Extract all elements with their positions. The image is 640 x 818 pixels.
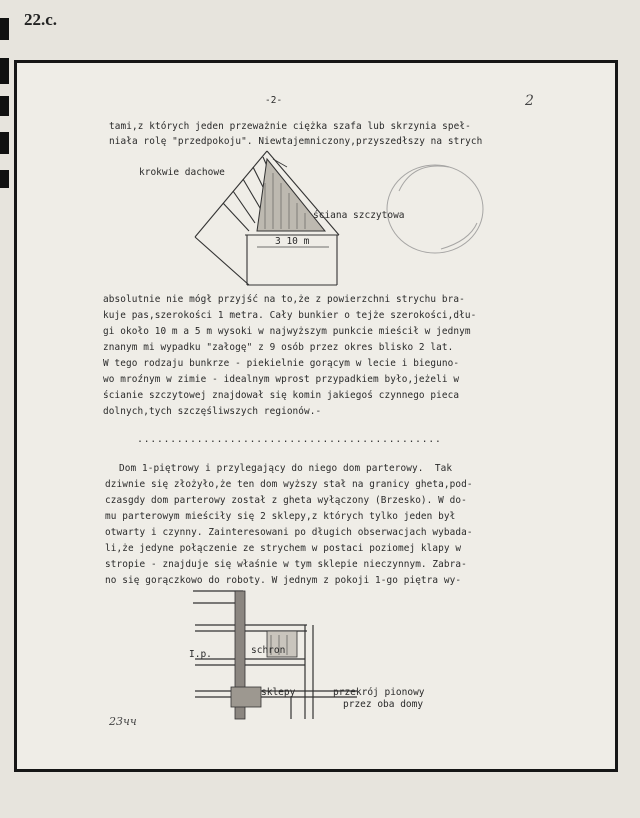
intro-line: niała rolę "przedpokoju". Niewtajemniczony,przyszedłszy na strych [109, 136, 483, 147]
handwritten-page-number: 2 [525, 93, 534, 109]
document-frame [14, 60, 618, 772]
hideout-label: schron [251, 645, 286, 656]
paragraph-2-line: li,że jedyne połączenie ze strychem w postaci poziomej klapy w [105, 543, 462, 554]
paragraph-1-line: wo mroźnym w zimie - idealnym wprost przypadkiem było,jeżeli w [103, 374, 460, 385]
paragraph-2-line: czasgdy dom parterowy został z gheta wyłączony (Brzesko). W do- [105, 495, 467, 506]
first-floor-label: I.p. [189, 649, 212, 660]
section-caption-line-2: przez oba domy [343, 699, 424, 710]
paragraph-1-line: W tego rodzaju bunkrze - piekielnie gorącym w lecie i bieguno- [103, 358, 460, 369]
paragraph-1-line: absolutnie nie mógł przyjść na to,że z powierzchni strychu bra- [103, 294, 465, 305]
paragraph-2-line: Dom 1-piętrowy i przylegający do niego dom parterowy. Tak [119, 463, 453, 474]
paragraph-1-line: gi około 10 m a 5 m wysoki w najwyższym punkcie mieścił w jednym [103, 326, 471, 337]
binder-mark [0, 58, 9, 84]
paragraph-2-line: mu parterowym mieściły się 2 sklepy,z których tylko jeden był [105, 511, 456, 522]
shops-label: sklepy [261, 687, 296, 698]
paragraph-1-line: dolnych,tych szczęśliwszych regionów.- [103, 406, 322, 417]
section-diagram [17, 63, 617, 775]
paragraph-2-line: otwarty i czynny. Zainteresowani po długich obserwacjach wybada- [105, 527, 473, 538]
paragraph-1-line: znanym mi wypadku "załogę" z 9 osób przez okres blisko 2 lat. [103, 342, 454, 353]
handwritten-note: 23чч [109, 715, 137, 728]
paragraph-2-line: no się gorączkowo do roboty. W jednym z pokoji 1-go piętra wy- [105, 575, 462, 586]
paragraph-1-line: kuje pas,szerokości 1 metra. Cały bunkier o tejże szerokości,dłu- [103, 310, 477, 321]
section-caption-line-1: przekrój pionowy [333, 687, 425, 698]
binder-mark [0, 132, 9, 154]
corner-label: 22.c. [24, 10, 58, 29]
binder-mark [0, 170, 9, 188]
binder-mark [0, 18, 9, 40]
page-number: -2- [265, 95, 283, 106]
binder-mark [0, 96, 9, 116]
separator: .............................................. [137, 434, 442, 445]
rafters-label: krokwie dachowe [139, 167, 225, 178]
gable-wall-label: ściana szczytowa [313, 210, 405, 221]
paragraph-2-line: dziwnie się złożyło,że ten dom wyższy stał na granicy gheta,pod- [105, 479, 473, 490]
intro-line: tami,z których jeden przeważnie ciężka szafa lub skrzynia speł- [109, 121, 471, 132]
roof-dimension-label: 3 10 m [275, 236, 310, 247]
paragraph-1-line: ścianie szczytowej znajdował się komin jakiegoś czynnego pieca [103, 390, 460, 401]
paragraph-2-line: stropie - znajduje się właśnie w tym sklepie nieczynnym. Zabra- [105, 559, 467, 570]
